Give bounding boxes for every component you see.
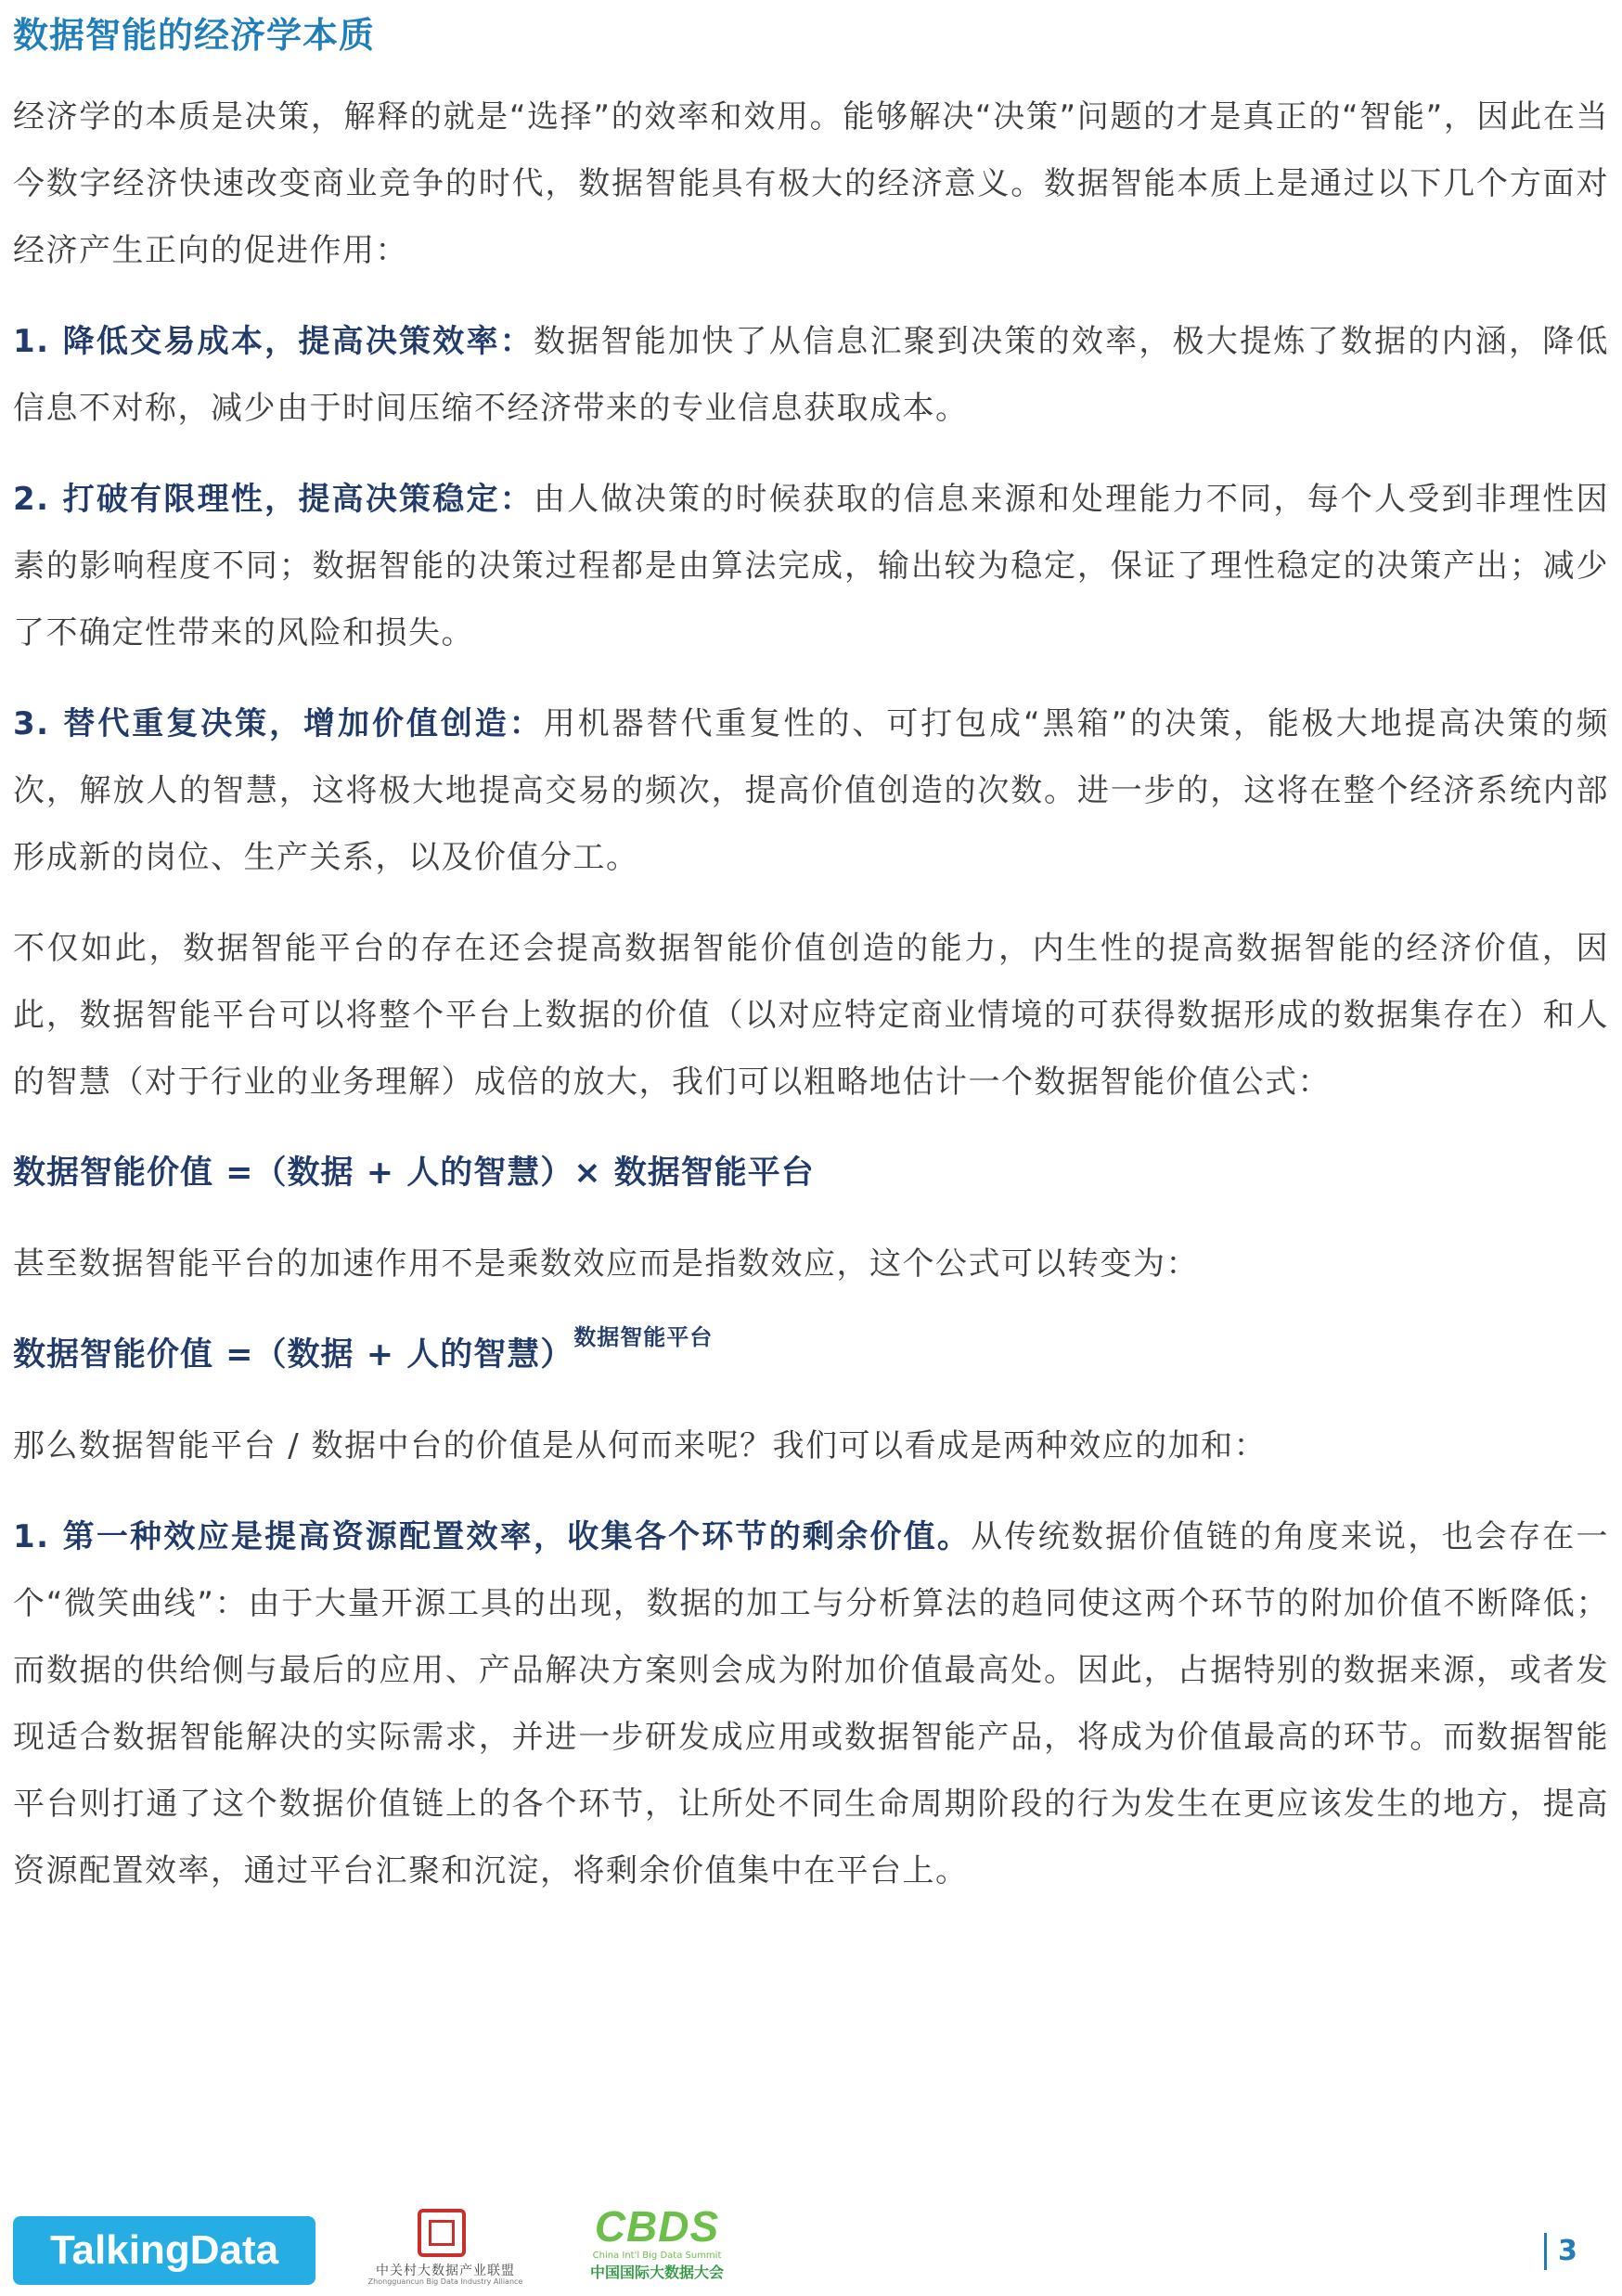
effect-1-text: 从传统数据价值链的角度来说，也会存在一个“微笑曲线”：由于大量开源工具的出现，数据的加工与分析算法的趋同使这两个环节的附加价值不断降低；而数据的供给侧与最后的应用、产品解决方案则会成为附加价值最高处。因此，占据特别的数据来源，或者发现适合数据智能解决的实际需求，并进一步研发成应用或数据智能产品，将成为价值最高的环节。而数据智能平台则打通了这个数据价值链上的各个环节，让所处不同生命周期阶段的行为发生在更应该发生的地方，提高资源配置效率，通过平台汇聚和沉淀，将剩余价值集中在平台上。	[13, 1518, 1609, 1890]
point-3-paragraph	[13, 690, 1609, 891]
page-number: 3	[1544, 2233, 1577, 2270]
cbds-english-name: China Int'l Big Data Summit	[592, 2251, 722, 2261]
talkingdata-logo: TalkingData	[13, 2216, 315, 2285]
zgc-alliance-logo	[353, 2209, 538, 2294]
point-1-lead: 1. 降低交易成本，提高决策效率：	[13, 323, 534, 360]
value-formula-multiplicative: 数据智能价值 =（数据 + 人的智慧）× 数据智能平台	[13, 1154, 815, 1192]
cbds-logo	[573, 2203, 740, 2294]
point-3-text: 用机器替代重复性的、可打包成“黑箱”的决策，能极大地提高决策的频次，解放人的智慧，这将极大地提高交易的频次，提高价值创造的次数。进一步的，这将在整个经济系统内部形成新的岗位、生产关系，以及价值分工。	[13, 705, 1609, 876]
platform-paragraph: 不仅如此，数据智能平台的存在还会提高数据智能价值创造的能力，内生性的提高数据智能的经济价值，因此，数据智能平台可以将整个平台上数据的价值（以对应特定商业情境的可获得数据形成的数据集存在）和人的智慧（对于行业的业务理解）成倍的放大，我们可以粗略地估计一个数据智能价值公式：	[13, 930, 1609, 1101]
point-2-paragraph	[13, 466, 1609, 666]
cbds-mark: CBDS	[594, 2202, 720, 2251]
zgc-alliance-name: 中关村大数据产业联盟	[376, 2264, 515, 2278]
effect-1-lead: 1. 第一种效应是提高资源配置效率，收集各个环节的剩余价值。	[13, 1518, 972, 1555]
point-1-paragraph	[13, 308, 1609, 442]
seal-icon	[418, 2209, 466, 2257]
page-footer	[0, 2199, 1622, 2296]
zgc-alliance-english-name: Zhongguancun Big Data Industry Alliance	[367, 2277, 523, 2286]
value-formula-exponential	[13, 1322, 1609, 1388]
intro-paragraph: 经济学的本质是决策，解释的就是“选择”的效率和效用。能够解决“决策”问题的才是真正的“智能”，因此在当今数字经济快速改变商业竞争的时代，数据智能具有极大的经济意义。数据智能本质上是通过以下几个方面对经济产生正向的促进作用：	[13, 98, 1609, 269]
point-3-lead: 3. 替代重复决策，增加价值创造：	[13, 705, 544, 742]
formula-base: 数据智能价值 =（数据 + 人的智慧）	[13, 1336, 574, 1374]
point-1-text: 数据智能加快了从信息汇聚到决策的效率，极大提炼了数据的内涵，降低信息不对称，减少由于时间压缩不经济带来的专业信息获取成本。	[13, 323, 1609, 427]
cbds-chinese-name: 中国国际大数据大会	[589, 2264, 724, 2281]
page-title: 数据智能的经济学本质	[13, 15, 376, 56]
formula-exponent: 数据智能平台	[573, 1324, 714, 1350]
question-paragraph: 那么数据智能平台 / 数据中台的价值是从何而来呢？我们可以看成是两种效应的加和：	[13, 1427, 1268, 1464]
document-page	[13, 0, 1609, 1904]
effect-1-paragraph	[13, 1503, 1609, 1904]
point-2-text: 由人做决策的时候获取的信息来源和处理能力不同，每个人受到非理性因素的影响程度不同；数据智能的决策过程都是由算法完成，输出较为稳定，保证了理性稳定的决策产出；减少了不确定性带来的风险和损失。	[13, 481, 1609, 651]
point-2-lead: 2. 打破有限理性，提高决策稳定：	[13, 481, 534, 518]
transform-paragraph: 甚至数据智能平台的加速作用不是乘数效应而是指数效应，这个公式可以转变为：	[13, 1245, 1199, 1283]
